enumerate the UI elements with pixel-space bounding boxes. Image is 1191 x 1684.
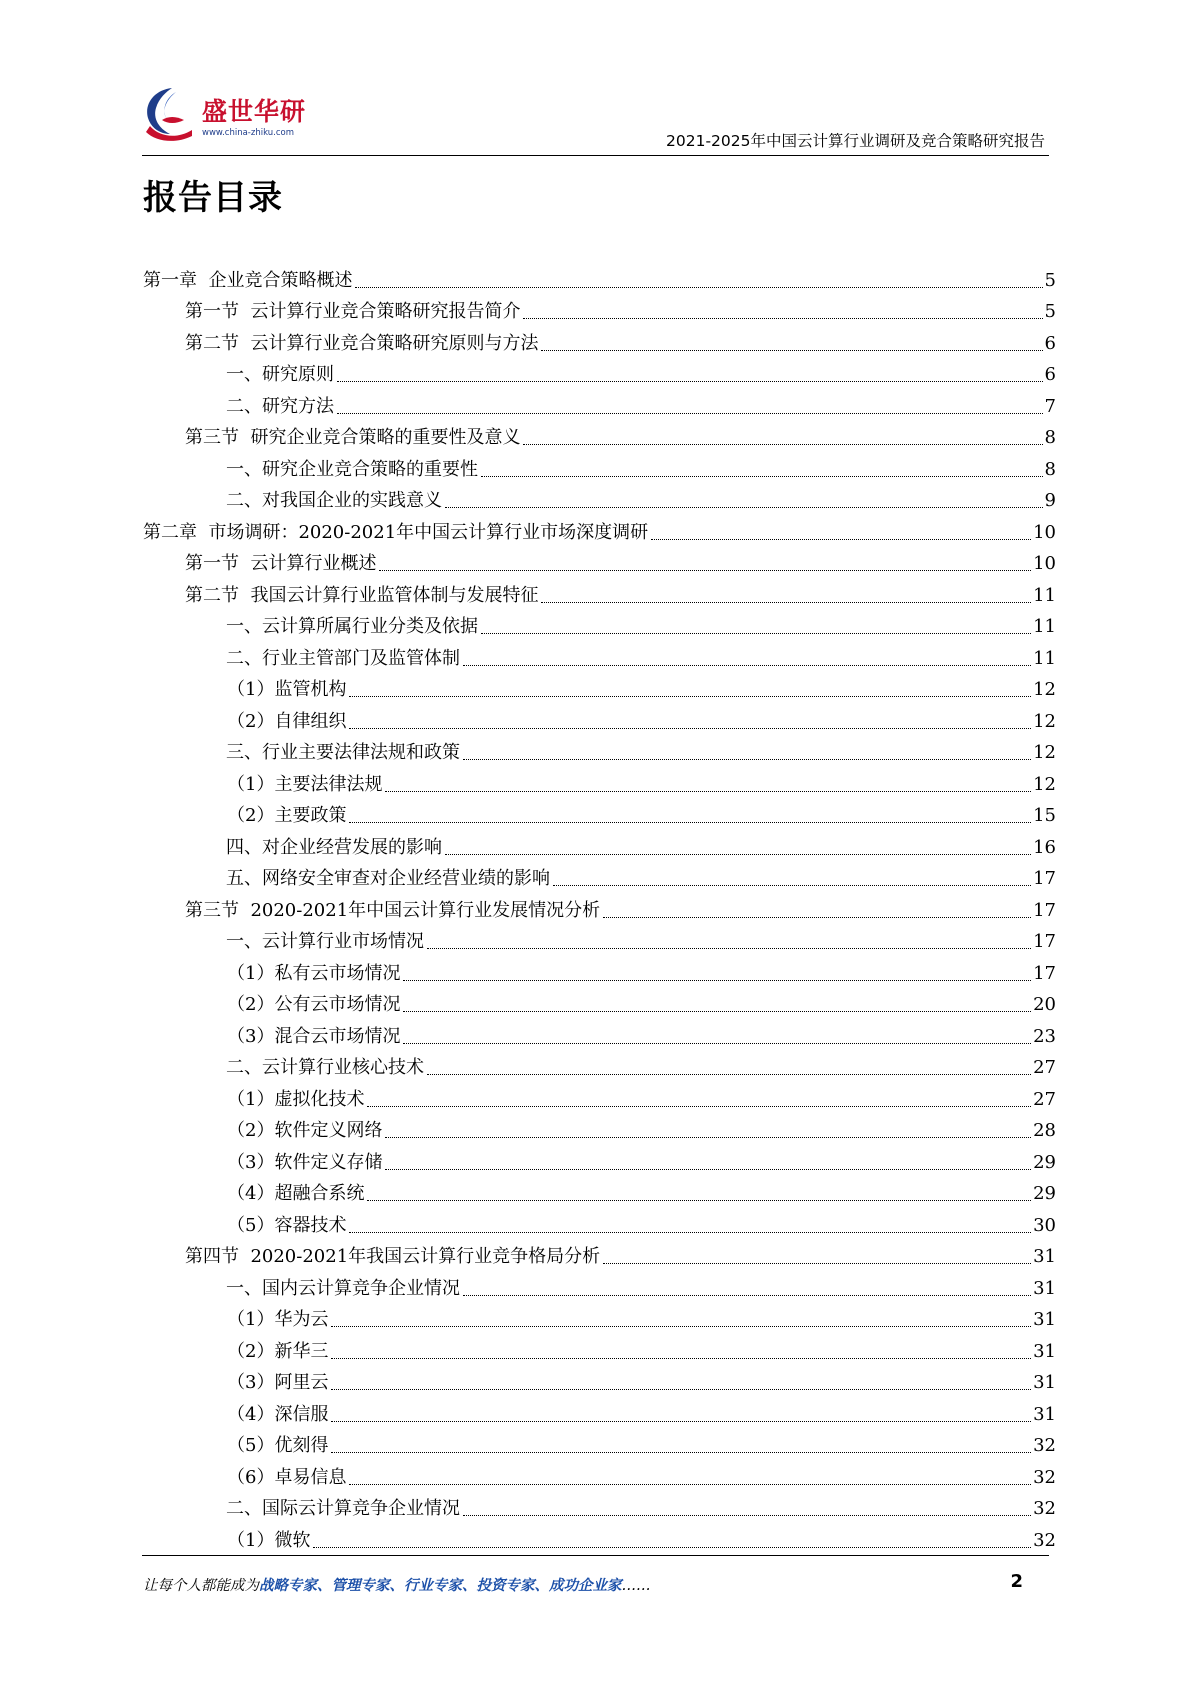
toc-entry[interactable] xyxy=(143,1050,1056,1082)
toc-entry-text: 二、云计算行业核心技术 xyxy=(226,1057,424,1078)
toc-dot-leader xyxy=(349,696,1031,697)
toc-dot-leader xyxy=(427,948,1031,949)
toc-dot-leader xyxy=(331,1452,1031,1453)
toc-entry-text: （3）混合云市场情况 xyxy=(227,1025,401,1047)
toc-entry[interactable] xyxy=(143,1302,1056,1334)
toc-entry[interactable] xyxy=(143,1491,1056,1523)
toc-entry-page: 12 xyxy=(1033,679,1056,700)
table-of-contents xyxy=(143,262,1056,1554)
toc-dot-leader xyxy=(553,885,1031,886)
toc-entry-page: 27 xyxy=(1033,1057,1056,1078)
toc-entry[interactable] xyxy=(143,1270,1056,1302)
toc-dot-leader xyxy=(481,476,1043,477)
toc-entry[interactable] xyxy=(143,1428,1056,1460)
toc-dot-leader xyxy=(331,1358,1031,1359)
toc-dot-leader xyxy=(385,1137,1031,1138)
toc-dot-leader xyxy=(367,1200,1031,1201)
page-title: 报告目录 xyxy=(143,178,283,218)
toc-entry-page: 10 xyxy=(1033,553,1056,574)
toc-entry-page: 17 xyxy=(1033,899,1056,921)
toc-entry-text: （3）软件定义存储 xyxy=(227,1151,383,1173)
toc-entry[interactable] xyxy=(143,1113,1056,1145)
toc-entry-page: 11 xyxy=(1033,616,1056,637)
header-divider xyxy=(142,155,1049,156)
toc-entry-text: 第二节 云计算行业竞合策略研究原则与方法 xyxy=(185,332,539,354)
toc-dot-leader xyxy=(385,1169,1031,1170)
toc-entry-text: （2）新华三 xyxy=(227,1340,329,1362)
toc-entry[interactable] xyxy=(143,388,1056,420)
toc-entry-text: （1）微软 xyxy=(227,1529,311,1551)
toc-entry[interactable] xyxy=(143,1081,1056,1113)
toc-dot-leader xyxy=(463,1295,1031,1296)
toc-entry-text: （3）阿里云 xyxy=(227,1372,329,1393)
toc-entry-page: 17 xyxy=(1033,931,1056,952)
toc-dot-leader xyxy=(331,1421,1031,1422)
toc-entry-page: 31 xyxy=(1033,1277,1056,1299)
footer-divider xyxy=(142,1555,1049,1556)
toc-entry-text: 第三节 研究企业竞合策略的重要性及意义 xyxy=(185,427,521,448)
toc-entry-page: 17 xyxy=(1033,868,1056,889)
toc-dot-leader xyxy=(541,350,1042,351)
toc-entry-text: （1）私有云市场情况 xyxy=(227,962,401,984)
toc-entry-page: 32 xyxy=(1033,1466,1056,1488)
toc-entry-page: 16 xyxy=(1033,836,1056,858)
toc-dot-leader xyxy=(355,287,1042,288)
toc-entry-text: 二、对我国企业的实践意义 xyxy=(226,490,442,511)
toc-entry[interactable] xyxy=(143,1396,1056,1428)
logo-url: www.china-zhiku.com xyxy=(202,128,294,138)
toc-entry-page: 11 xyxy=(1033,584,1056,606)
toc-entry-page: 27 xyxy=(1033,1088,1056,1110)
toc-dot-leader xyxy=(331,1389,1031,1390)
toc-dot-leader xyxy=(463,759,1031,760)
toc-dot-leader xyxy=(349,1232,1031,1233)
toc-entry[interactable] xyxy=(143,357,1056,389)
toc-entry-page: 32 xyxy=(1033,1529,1056,1551)
toc-entry-text: 二、研究方法 xyxy=(226,395,334,417)
toc-entry[interactable] xyxy=(143,1459,1056,1491)
toc-entry-page: 12 xyxy=(1033,773,1056,795)
toc-dot-leader xyxy=(445,854,1031,855)
footer-slogan xyxy=(143,1574,651,1595)
toc-entry[interactable] xyxy=(143,577,1056,609)
toc-entry-text: （6）卓易信息 xyxy=(227,1466,347,1488)
toc-entry[interactable] xyxy=(143,1365,1056,1397)
toc-dot-leader xyxy=(445,507,1043,508)
toc-entry-text: （2）公有云市场情况 xyxy=(227,994,401,1015)
toc-entry[interactable] xyxy=(143,451,1056,483)
toc-dot-leader xyxy=(337,381,1043,382)
toc-entry[interactable] xyxy=(143,766,1056,798)
toc-entry[interactable] xyxy=(143,294,1056,326)
toc-entry[interactable] xyxy=(143,798,1056,830)
toc-entry-text: （2）自律组织 xyxy=(227,710,347,732)
toc-entry-page: 28 xyxy=(1033,1120,1056,1141)
toc-entry[interactable] xyxy=(143,1018,1056,1050)
toc-entry-text: 五、网络安全审查对企业经营业绩的影响 xyxy=(226,868,550,889)
toc-dot-leader xyxy=(379,570,1031,571)
toc-entry-text: （1）主要法律法规 xyxy=(227,773,383,795)
toc-entry-page: 32 xyxy=(1033,1435,1056,1456)
toc-entry-text: （1）监管机构 xyxy=(227,679,347,700)
report-title: 2021-2025年中国云计算行业调研及竞合策略研究报告 xyxy=(666,132,1045,150)
toc-entry-page: 10 xyxy=(1033,521,1056,543)
toc-entry[interactable] xyxy=(143,483,1056,515)
toc-entry-text: （2）软件定义网络 xyxy=(227,1120,383,1141)
toc-entry-text: （1）虚拟化技术 xyxy=(227,1088,365,1110)
page-number: 2 xyxy=(1010,1571,1023,1592)
toc-entry-page: 5 xyxy=(1044,269,1056,291)
toc-entry-page: 12 xyxy=(1033,710,1056,732)
toc-entry-text: 第一节 云计算行业概述 xyxy=(185,553,377,574)
toc-entry-page: 7 xyxy=(1044,395,1056,417)
toc-entry[interactable] xyxy=(143,1333,1056,1365)
toc-dot-leader xyxy=(331,1326,1031,1327)
toc-entry[interactable] xyxy=(143,861,1056,893)
toc-entry[interactable] xyxy=(143,609,1056,641)
toc-entry[interactable] xyxy=(143,546,1056,578)
toc-dot-leader xyxy=(337,413,1043,414)
company-logo xyxy=(142,82,312,148)
toc-dot-leader xyxy=(313,1547,1031,1548)
toc-entry-page: 32 xyxy=(1033,1498,1056,1519)
toc-entry-text: 第三节 2020-2021年中国云计算行业发展情况分析 xyxy=(185,899,601,921)
toc-entry[interactable] xyxy=(143,1522,1056,1554)
toc-entry-page: 31 xyxy=(1033,1246,1056,1267)
toc-entry-text: （5）优刻得 xyxy=(227,1435,329,1456)
toc-entry[interactable] xyxy=(143,955,1056,987)
toc-entry-text: 第一节 云计算行业竞合策略研究报告简介 xyxy=(185,301,521,322)
toc-entry[interactable] xyxy=(143,1176,1056,1208)
toc-entry[interactable] xyxy=(143,924,1056,956)
toc-entry[interactable] xyxy=(143,640,1056,672)
toc-entry-text: 第四节 2020-2021年我国云计算行业竞争格局分析 xyxy=(185,1246,601,1267)
toc-entry[interactable] xyxy=(143,735,1056,767)
toc-dot-leader xyxy=(523,318,1042,319)
toc-entry[interactable] xyxy=(143,672,1056,704)
toc-entry-text: 一、云计算行业市场情况 xyxy=(226,931,424,952)
toc-entry-text: 一、云计算所属行业分类及依据 xyxy=(226,616,478,637)
slogan-prefix: 让每个人都能成为 xyxy=(143,1578,259,1594)
toc-entry[interactable] xyxy=(143,262,1056,294)
slogan-suffix: …… xyxy=(621,1578,651,1594)
toc-entry-text: 二、行业主管部门及监管体制 xyxy=(226,647,460,669)
toc-dot-leader xyxy=(349,1484,1031,1485)
toc-entry[interactable] xyxy=(143,420,1056,452)
toc-entry[interactable] xyxy=(143,987,1056,1019)
toc-entry[interactable] xyxy=(143,1207,1056,1239)
toc-entry-text: 二、国际云计算竞争企业情况 xyxy=(226,1498,460,1519)
toc-entry-text: 第一章 企业竞合策略概述 xyxy=(143,269,353,291)
toc-entry-page: 9 xyxy=(1044,490,1056,511)
toc-entry-text: （2）主要政策 xyxy=(227,805,347,826)
toc-entry-page: 6 xyxy=(1044,332,1056,354)
toc-entry-page: 29 xyxy=(1033,1183,1056,1204)
toc-entry-page: 31 xyxy=(1033,1372,1056,1393)
toc-dot-leader xyxy=(367,1106,1031,1107)
toc-entry[interactable] xyxy=(143,1144,1056,1176)
toc-dot-leader xyxy=(349,822,1031,823)
toc-dot-leader xyxy=(481,633,1031,634)
toc-entry-page: 17 xyxy=(1033,962,1056,984)
toc-dot-leader xyxy=(403,1011,1031,1012)
toc-entry-text: 第二章 市场调研：2020-2021年中国云计算行业市场深度调研 xyxy=(143,521,649,543)
toc-entry-text: （5）容器技术 xyxy=(227,1214,347,1236)
toc-dot-leader xyxy=(403,1043,1031,1044)
toc-dot-leader xyxy=(463,665,1031,666)
toc-entry-text: 一、国内云计算竞争企业情况 xyxy=(226,1277,460,1299)
toc-entry-text: 一、研究原则 xyxy=(226,364,334,385)
toc-entry-page: 12 xyxy=(1033,742,1056,763)
toc-entry-page: 30 xyxy=(1033,1214,1056,1236)
toc-entry-text: 三、行业主要法律法规和政策 xyxy=(226,742,460,763)
toc-entry-page: 29 xyxy=(1033,1151,1056,1173)
toc-entry-text: 一、研究企业竞合策略的重要性 xyxy=(226,458,478,480)
toc-dot-leader xyxy=(427,1074,1031,1075)
toc-dot-leader xyxy=(651,539,1031,540)
toc-entry-page: 8 xyxy=(1044,458,1056,480)
toc-entry-page: 20 xyxy=(1033,994,1056,1015)
toc-dot-leader xyxy=(523,444,1042,445)
toc-entry[interactable] xyxy=(143,1239,1056,1271)
toc-entry-page: 6 xyxy=(1044,364,1056,385)
logo-name: 盛世华研 xyxy=(202,97,307,126)
toc-entry[interactable] xyxy=(143,829,1056,861)
toc-dot-leader xyxy=(541,602,1031,603)
toc-dot-leader xyxy=(385,791,1031,792)
slogan-highlight: 战略专家、管理专家、行业专家、投资专家、成功企业家 xyxy=(259,1577,622,1594)
toc-entry-text: 第二节 我国云计算行业监管体制与发展特征 xyxy=(185,584,539,606)
toc-entry-page: 31 xyxy=(1033,1403,1056,1425)
toc-entry[interactable] xyxy=(143,703,1056,735)
toc-entry-text: （4）超融合系统 xyxy=(227,1183,365,1204)
toc-entry-page: 8 xyxy=(1044,427,1056,448)
toc-entry-page: 5 xyxy=(1044,301,1056,322)
toc-entry-text: （1）华为云 xyxy=(227,1309,329,1330)
toc-dot-leader xyxy=(603,917,1031,918)
toc-entry[interactable] xyxy=(143,325,1056,357)
toc-entry-page: 31 xyxy=(1033,1340,1056,1362)
toc-dot-leader xyxy=(463,1515,1031,1516)
toc-dot-leader xyxy=(349,728,1031,729)
toc-entry-text: 四、对企业经营发展的影响 xyxy=(226,836,442,858)
toc-dot-leader xyxy=(403,980,1031,981)
toc-entry-page: 23 xyxy=(1033,1025,1056,1047)
logo-emblem-icon xyxy=(142,84,198,144)
toc-entry-page: 15 xyxy=(1033,805,1056,826)
toc-entry-text: （4）深信服 xyxy=(227,1403,329,1425)
toc-entry[interactable] xyxy=(143,892,1056,924)
toc-entry-page: 31 xyxy=(1033,1309,1056,1330)
toc-dot-leader xyxy=(603,1263,1031,1264)
toc-entry-page: 11 xyxy=(1033,647,1056,669)
toc-entry[interactable] xyxy=(143,514,1056,546)
